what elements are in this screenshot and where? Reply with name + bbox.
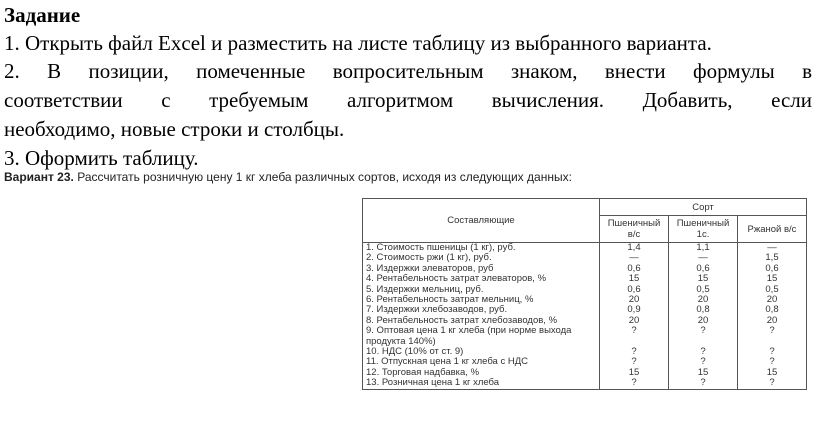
row-label: 9. Оптовая цена 1 кг хлеба (при норме выхода продукта 140%) [363, 326, 600, 347]
header-components: Составляющие [363, 199, 600, 243]
cell-wheat-first: ? [669, 347, 738, 357]
cell-wheat-first: 15 [669, 368, 738, 378]
row-label: 7. Издержки хлебозаводов, руб. [363, 305, 600, 315]
table-row [363, 326, 807, 347]
cell-wheat-premium: ? [600, 347, 669, 357]
cell-wheat-first: ? [669, 357, 738, 367]
cell-rye-premium: — [738, 243, 807, 254]
task-step-2: 2. В позиции, помеченные вопросительным знаком, внести формулы в [4, 59, 812, 83]
cell-rye-premium: 0,5 [738, 285, 807, 295]
cell-wheat-premium: 15 [600, 368, 669, 378]
header-wheat-first: Пшеничный 1с. [669, 216, 738, 243]
cell-wheat-first: ? [669, 378, 738, 389]
cell-wheat-premium: — [600, 253, 669, 263]
cell-wheat-premium: ? [600, 326, 669, 347]
cell-rye-premium: 20 [738, 316, 807, 326]
cell-wheat-first: ? [669, 326, 738, 347]
cell-wheat-first: 1,1 [669, 243, 738, 254]
cell-rye-premium: 15 [738, 368, 807, 378]
cell-wheat-premium: ? [600, 357, 669, 367]
variant-label: Вариант 23. [4, 170, 74, 184]
table-row [363, 378, 807, 389]
cell-wheat-premium: 20 [600, 316, 669, 326]
cell-wheat-first: 20 [669, 316, 738, 326]
row-label: 6. Рентабельность затрат мельниц, % [363, 295, 600, 305]
cell-wheat-premium: 15 [600, 274, 669, 284]
row-label: 11. Отпускная цена 1 кг хлеба с НДС [363, 357, 600, 367]
cell-wheat-first: — [669, 253, 738, 263]
cell-rye-premium: 0,8 [738, 305, 807, 315]
task-step-2-end: необходимо, новые строки и столбцы. [4, 117, 345, 141]
row-label: 3. Издержки элеваторов, руб [363, 264, 600, 274]
row-label: 1. Стоимость пшеницы (1 кг), руб. [363, 243, 600, 254]
row-label: 2. Стоимость ржи (1 кг), руб. [363, 253, 600, 263]
cell-wheat-first: 0,6 [669, 264, 738, 274]
cell-rye-premium: ? [738, 357, 807, 367]
header-rye-premium: Ржаной в/с [738, 216, 807, 243]
cell-wheat-first: 0,5 [669, 285, 738, 295]
cell-rye-premium: 15 [738, 274, 807, 284]
task-heading: Задание [4, 3, 81, 27]
bread-price-table [362, 198, 807, 390]
cell-wheat-premium: 20 [600, 295, 669, 305]
cell-wheat-premium: ? [600, 378, 669, 389]
row-label: 12. Торговая надбавка, % [363, 368, 600, 378]
row-label: 5. Издержки мельниц, руб. [363, 285, 600, 295]
row-label: 4. Рентабельность затрат элеваторов, % [363, 274, 600, 284]
cell-rye-premium: ? [738, 378, 807, 389]
cell-rye-premium: ? [738, 347, 807, 357]
row-label: 10. НДС (10% от ст. 9) [363, 347, 600, 357]
variant-text: Рассчитать розничную цену 1 кг хлеба различных сортов, исходя из следующих данных: [77, 170, 572, 184]
cell-rye-premium: 0,6 [738, 264, 807, 274]
task-step-3: 3. Оформить таблицу. [4, 146, 199, 170]
task-step-2-continued: соответствии с требуемым алгоритмом вычисления. Добавить, если [4, 88, 812, 112]
cell-rye-premium: ? [738, 326, 807, 347]
cell-wheat-first: 15 [669, 274, 738, 284]
variant-description [4, 170, 572, 184]
cell-wheat-first: 20 [669, 295, 738, 305]
task-step-1: 1. Открыть файл Excel и разместить на листе таблицу из выбранного варианта. [4, 31, 712, 55]
cell-wheat-premium: 0,6 [600, 264, 669, 274]
header-wheat-premium: Пшеничный в/с [600, 216, 669, 243]
row-label: 8. Рентабельность затрат хлебозаводов, % [363, 316, 600, 326]
cell-wheat-premium: 1,4 [600, 243, 669, 254]
cell-wheat-first: 0,8 [669, 305, 738, 315]
cell-rye-premium: 20 [738, 295, 807, 305]
cell-wheat-premium: 0,9 [600, 305, 669, 315]
header-sort: Сорт [600, 199, 807, 216]
table-body [363, 243, 807, 390]
row-label: 13. Розничная цена 1 кг хлеба [363, 378, 600, 389]
cell-wheat-premium: 0,6 [600, 285, 669, 295]
cell-rye-premium: 1,5 [738, 253, 807, 263]
